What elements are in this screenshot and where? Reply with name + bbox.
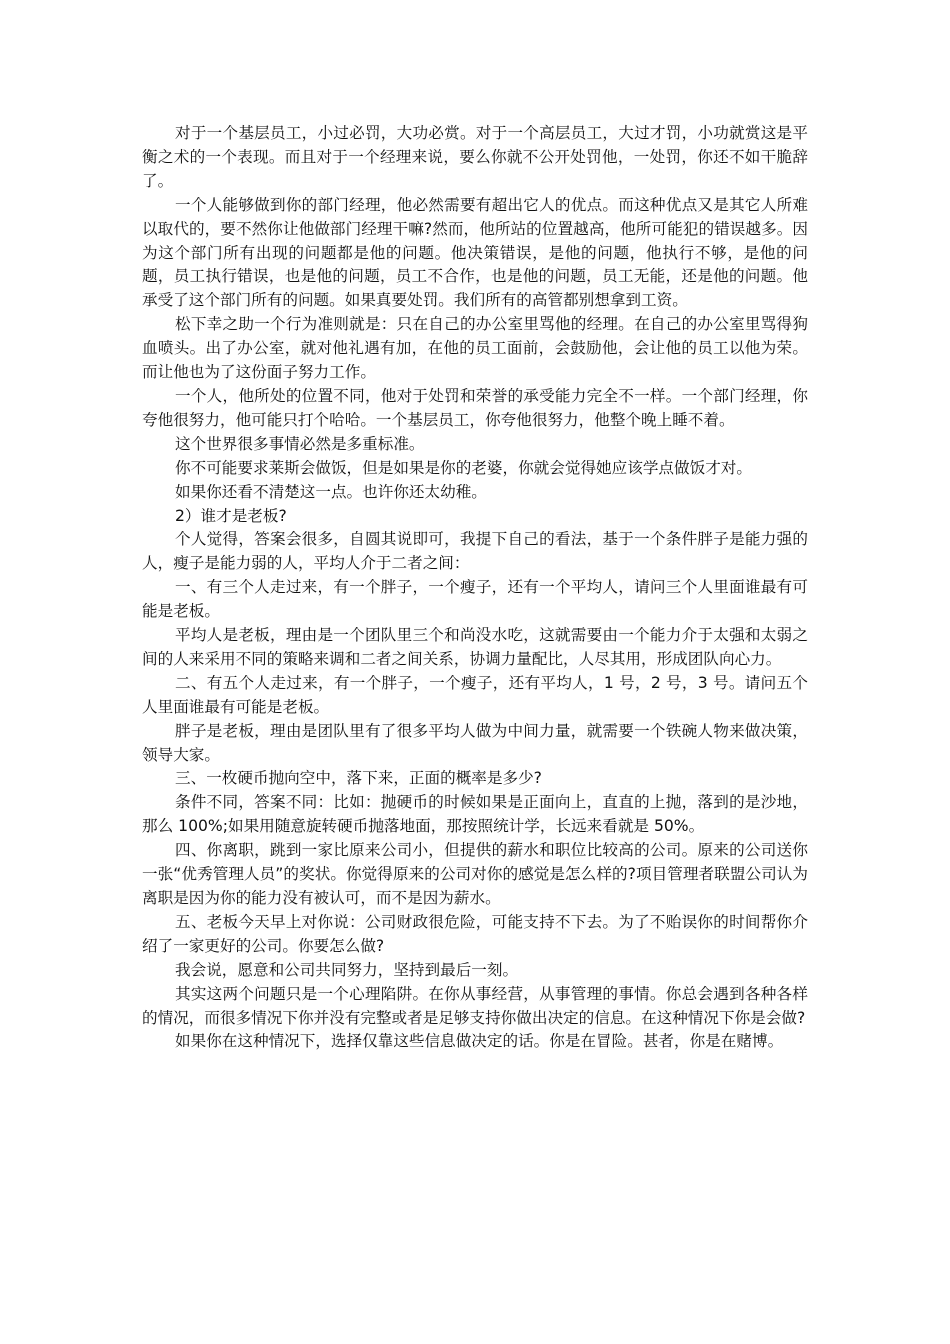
paragraph: 一个人能够做到你的部门经理，他必然需要有超出它人的优点。而这种优点又是其它人所难以取代的，要不然你让他做部门经理干嘛?然而，他所站的位置越高，他所可能犯的错误越多。因为这个部门所有出现的问题都是他的问题。他决策错误，是他的问题，他执行不够，是他的问题，员工执行错误，也是他的问题，员工不合作，也是他的问题，员工无能，还是他的问题。他承受了这个部门所有的问题。如果真要处罚。我们所有的高管都别想拿到工资。: [142, 195, 808, 310]
question-paragraph: 五、老板今天早上对你说：公司财政很危险，可能支持不下去。为了不贻误你的时间帮你介绍了一家更好的公司。你要怎么做?: [142, 912, 808, 955]
paragraph: 一个人，他所处的位置不同，他对于处罚和荣誉的承受能力完全不一样。一个部门经理，你夸他很努力，他可能只打个哈哈。一个基层员工，你夸他很努力，他整个晚上睡不着。: [142, 386, 808, 429]
answer-paragraph: 条件不同，答案不同：比如：抛硬币的时候如果是正面向上，直直的上抛，落到的是沙地，那么 100%;如果用随意旋转硬币抛落地面，那按照统计学，长远来看就是 50%。: [142, 793, 808, 836]
answer-paragraph: 胖子是老板，理由是团队里有了很多平均人做为中间力量，就需要一个铁碗人物来做决策，领导大家。: [142, 721, 808, 764]
paragraph: 松下幸之助一个行为准则就是：只在自己的办公室里骂他的经理。在自己的办公室里骂得狗血喷头。出了办公室，就对他礼遇有加，在他的员工面前，会鼓励他，会让他的员工以他为荣。而让他也为了这份面子努力工作。: [142, 315, 808, 382]
question-paragraph: 四、你离职，跳到一家比原来公司小，但提供的薪水和职位比较高的公司。原来的公司送你一张“优秀管理人员”的奖状。你觉得原来的公司对你的感觉是怎么样的?项目管理者联盟公司认为离职是因为你的能力没有被认可，而不是因为薪水。: [142, 841, 808, 907]
document-body: [142, 122, 808, 1054]
paragraph: 这个世界很多事情必然是多重标准。: [175, 434, 425, 453]
question-paragraph: 一、有三个人走过来，有一个胖子，一个瘦子，还有一个平均人，请问三个人里面谁最有可能是老板。: [142, 578, 808, 621]
paragraph: 如果你在这种情况下，选择仅靠这些信息做决定的话。你是在冒险。甚者，你是在赌博。: [175, 1032, 784, 1051]
question-paragraph: 三、一枚硬币抛向空中，落下来，正面的概率是多少?: [175, 769, 542, 788]
question-paragraph: 二、有五个人走过来，有一个胖子，一个瘦子，还有平均人，1 号，2 号，3 号。请问五个人里面谁最有可能是老板。: [142, 673, 808, 716]
paragraph: 对于一个基层员工，小过必罚，大功必赏。对于一个高层员工，大过才罚，小功就赏这是平衡之术的一个表现。而且对于一个经理来说，要么你就不公开处罚他，一处罚，你还不如干脆辞了。: [142, 124, 808, 190]
paragraph: 如果你还看不清楚这一点。也许你还太幼稚。: [175, 482, 487, 501]
section-heading: 2）谁才是老板?: [175, 506, 287, 525]
paragraph: 其实这两个问题只是一个心理陷阱。在你从事经营，从事管理的事情。你总会遇到各种各样的情况，而很多情况下你并没有完整或者是足够支持你做出决定的信息。在这种情况下你是会做?: [142, 984, 808, 1027]
paragraph: 你不可能要求莱斯会做饭，但是如果是你的老婆，你就会觉得她应该学点做饭才对。: [175, 458, 752, 477]
answer-paragraph: 我会说，愿意和公司共同努力，坚持到最后一刻。: [175, 960, 519, 979]
paragraph: 个人觉得，答案会很多，自圆其说即可，我提下自己的看法，基于一个条件胖子是能力强的人，瘦子是能力弱的人，平均人介于二者之间：: [142, 530, 808, 573]
answer-paragraph: 平均人是老板，理由是一个团队里三个和尚没水吃，这就需要由一个能力介于太强和太弱之间的人来采用不同的策略来调和二者之间关系，协调力量配比，人尽其用，形成团队向心力。: [142, 626, 808, 668]
